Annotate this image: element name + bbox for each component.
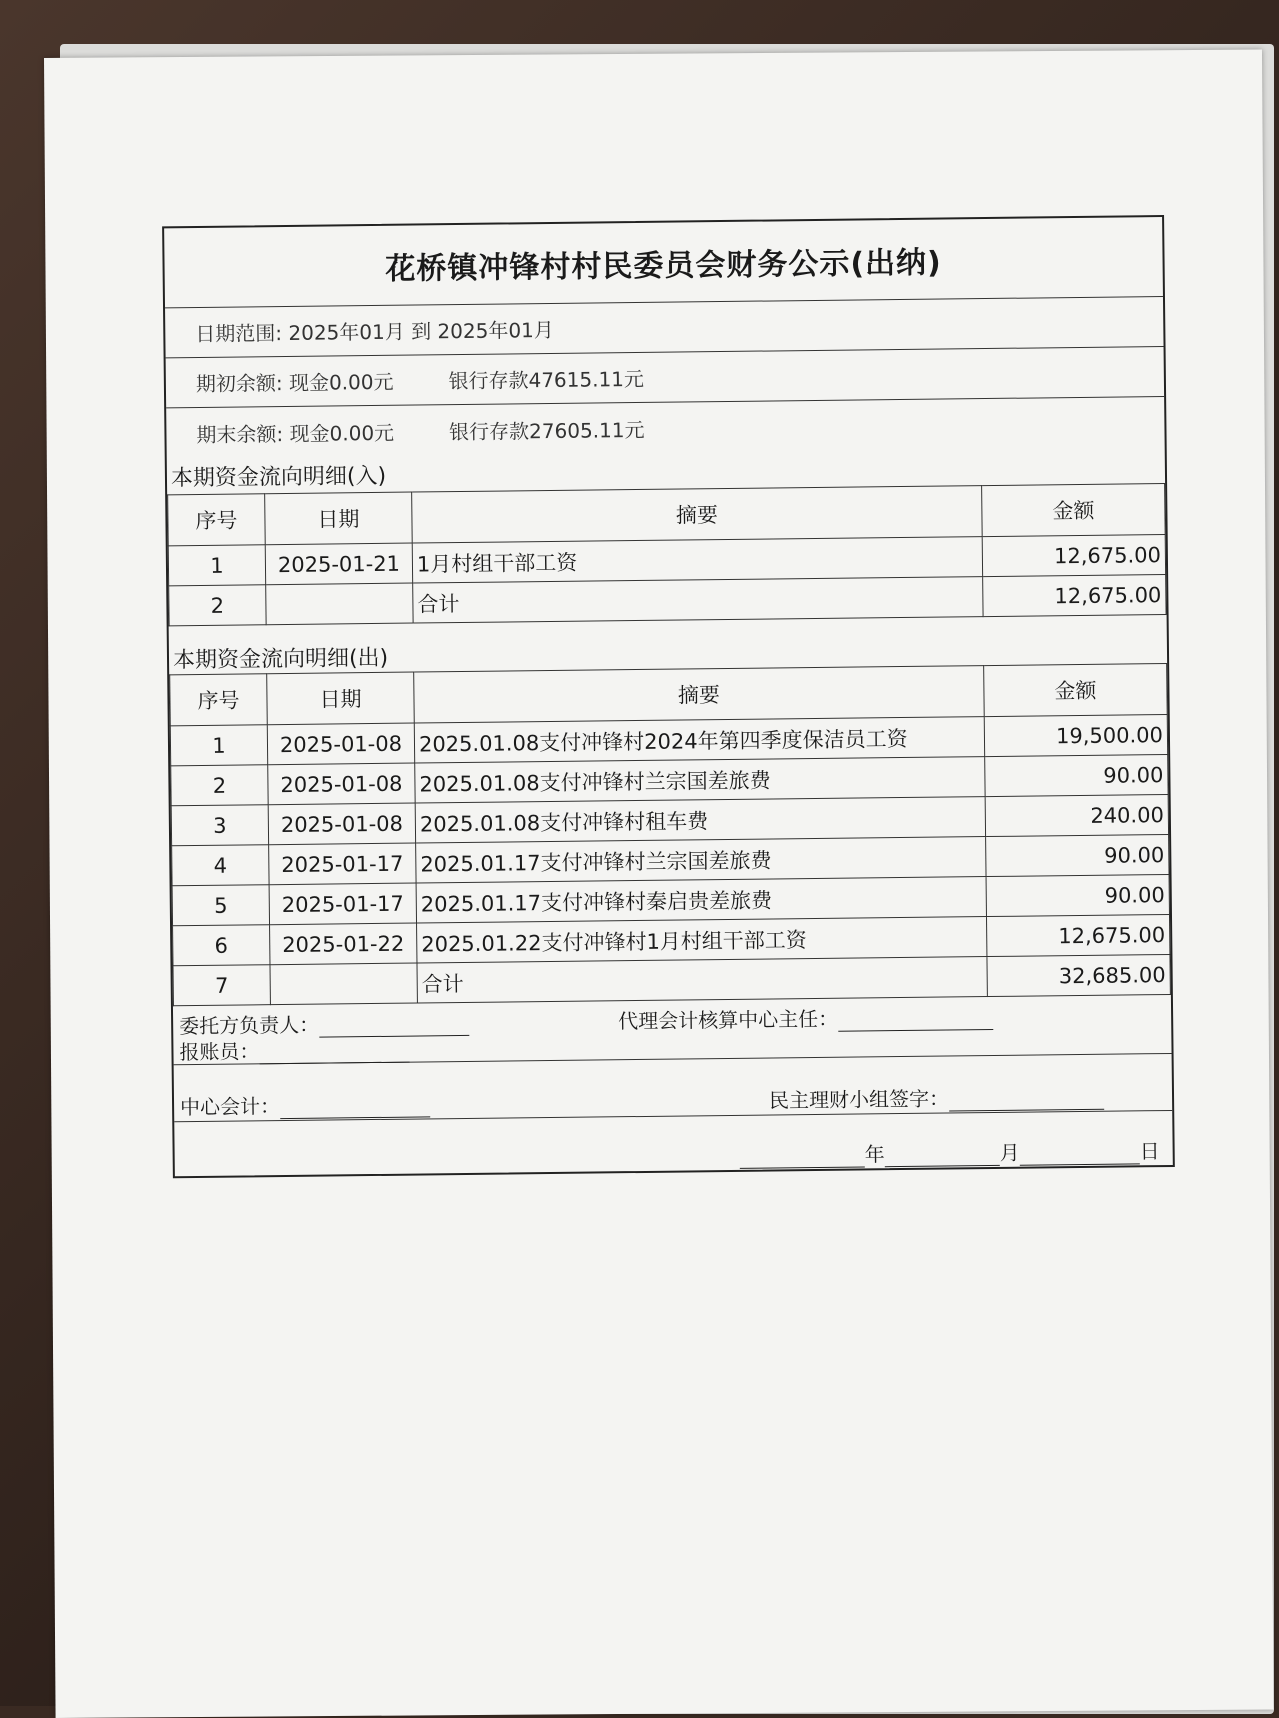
- income-table: [167, 483, 1166, 626]
- paper-sheet: [44, 49, 1274, 1717]
- col-seq: 序号: [170, 674, 268, 726]
- cell-date: 2025-01-08: [267, 723, 414, 765]
- cell-date: 2025-01-17: [269, 843, 416, 885]
- month-line: [885, 1147, 1000, 1167]
- cell-amount: 90.00: [986, 874, 1169, 916]
- cell-seq: 4: [172, 845, 269, 886]
- cell-date: [270, 963, 417, 1005]
- cell-amount: 12,675.00: [986, 914, 1169, 956]
- date-row: [174, 1111, 1173, 1176]
- agent-director-label: 代理会计核算中心主任：: [618, 1006, 839, 1034]
- cell-date: 2025-01-08: [268, 803, 415, 845]
- cell-amount: 12,675.00: [983, 575, 1166, 617]
- expense-table: [169, 663, 1171, 1006]
- cell-amount: 32,685.00: [987, 954, 1170, 996]
- year-label: 年: [864, 1142, 885, 1167]
- col-date: 日期: [267, 672, 415, 725]
- cell-seq: 7: [173, 965, 270, 1006]
- cell-amount: 90.00: [986, 834, 1169, 876]
- signature-finance-group: [769, 1081, 1104, 1114]
- signature-agent-director: [618, 1001, 993, 1034]
- cell-seq: 1: [170, 725, 267, 766]
- cell-amount: 90.00: [985, 754, 1168, 796]
- cell-seq: 6: [173, 925, 270, 966]
- cell-summary: 2025.01.17支付冲锋村秦启贵差旅费: [416, 877, 986, 923]
- cell-seq: 1: [168, 545, 265, 586]
- title-row: [164, 217, 1163, 308]
- cell-date: [266, 583, 413, 625]
- center-accountant-label: 中心会计：: [179, 1094, 281, 1120]
- finance-group-label: 民主理财小组签字：: [768, 1086, 950, 1113]
- signature-cashier: [179, 1034, 409, 1066]
- closing-bank: 银行存款27605.11元: [448, 417, 645, 444]
- cashier-label: 报账员：: [179, 1039, 260, 1065]
- cell-date: 2025-01-17: [269, 883, 416, 925]
- cell-seq: 2: [169, 585, 266, 626]
- closing-cash: 期末余额: 现金0.00元: [196, 420, 395, 447]
- cell-summary: 1月村组干部工资: [412, 537, 982, 583]
- cell-summary: 2025.01.08支付冲锋村兰宗国差旅费: [415, 757, 985, 803]
- cell-summary: 2025.01.08支付冲锋村租车费: [415, 797, 985, 843]
- day-line: [1020, 1145, 1140, 1165]
- signature-block: [173, 995, 1173, 1176]
- year-line: [740, 1148, 865, 1168]
- col-summary: 摘要: [414, 666, 985, 723]
- signature-date: [740, 1135, 1160, 1169]
- agent-director-line: [838, 1011, 993, 1032]
- cell-amount: 240.00: [985, 794, 1168, 836]
- finance-group-line: [949, 1091, 1104, 1112]
- cell-summary: 合计: [417, 957, 987, 1003]
- cashier-line: [259, 1044, 409, 1065]
- cell-summary: 2025.01.08支付冲锋村2024年第四季度保洁员工资: [414, 717, 984, 763]
- signature-center-accountant: [180, 1088, 430, 1120]
- cell-summary: 2025.01.17支付冲锋村兰宗国差旅费: [416, 837, 986, 883]
- opening-cash: 期初余额: 现金0.00元: [195, 369, 394, 396]
- cell-date: 2025-01-08: [268, 763, 415, 805]
- month-label: 月: [999, 1140, 1020, 1165]
- col-seq: 序号: [168, 494, 266, 546]
- expense-section-title: 本期资金流向明细(出): [172, 645, 389, 674]
- cell-seq: 2: [171, 765, 268, 806]
- finance-notice-form: [162, 215, 1175, 1178]
- day-label: 日: [1139, 1139, 1160, 1164]
- date-range: 日期范围: 2025年01月 到 2025年01月: [195, 317, 554, 346]
- cell-date: 2025-01-22: [270, 923, 417, 965]
- cell-seq: 5: [172, 885, 269, 926]
- cell-amount: 12,675.00: [982, 535, 1165, 577]
- opening-bank: 银行存款47615.11元: [448, 366, 645, 394]
- cell-seq: 3: [171, 805, 268, 846]
- cell-date: 2025-01-21: [265, 543, 412, 585]
- income-section-title: 本期资金流向明细(入): [170, 463, 387, 491]
- cell-summary: 合计: [413, 577, 983, 623]
- client-head-label: 委托方负责人：: [179, 1012, 320, 1039]
- page-title: 花桥镇冲锋村村民委员会财务公示(出纳): [385, 245, 942, 287]
- col-date: 日期: [265, 492, 413, 545]
- center-accountant-line: [280, 1098, 430, 1119]
- col-summary: 摘要: [412, 486, 983, 543]
- col-amount: 金额: [984, 664, 1168, 717]
- col-amount: 金额: [982, 484, 1166, 537]
- cell-summary: 2025.01.22支付冲锋村1月村组干部工资: [417, 917, 987, 963]
- cell-amount: 19,500.00: [984, 714, 1167, 756]
